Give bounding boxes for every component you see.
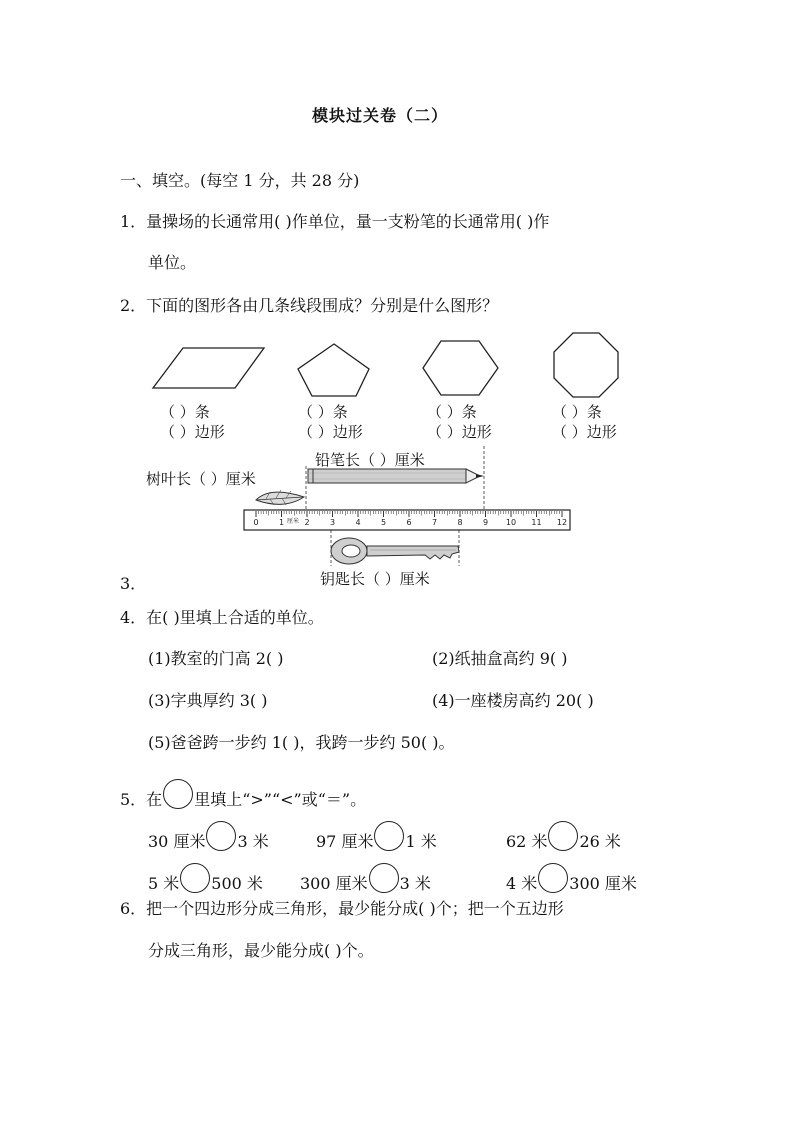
ruler-number: 5 <box>380 518 387 527</box>
ruler-number: 2 <box>304 518 310 527</box>
ruler <box>244 510 570 530</box>
shape-1-sides: （ ）条 <box>160 403 210 421</box>
compare-item-2 <box>316 821 437 852</box>
key-length-label: 钥匙长（ ）厘米 <box>320 570 430 588</box>
shape-4-name: （ ）边形 <box>552 423 617 441</box>
ruler-number: 8 <box>457 518 463 527</box>
question-6-line1: 6．把一个四边形分成三角形，最少能分成( )个；把一个五边形 <box>120 899 564 918</box>
ruler-number: 0 <box>253 518 259 527</box>
question-1-line1: 1．量操场的长通常用( )作单位，量一支粉笔的长通常用( )作 <box>120 212 550 231</box>
question-1-line2: 单位。 <box>148 253 197 272</box>
ruler-number: 7 <box>431 518 438 527</box>
answer-circle-icon[interactable] <box>369 863 399 893</box>
compare-right: 1 米 <box>405 832 437 851</box>
question-4-item-5: (5)爸爸跨一步约 1( )，我跨一步约 50( )。 <box>148 733 455 752</box>
compare-left: 4 米 <box>506 874 538 893</box>
section-heading: 一、填空。(每空 1 分，共 28 分) <box>120 171 360 190</box>
key-figure <box>331 538 459 564</box>
answer-circle-icon[interactable] <box>374 821 404 851</box>
compare-left: 300 厘米 <box>300 874 368 893</box>
shape-2-sides: （ ）条 <box>298 403 348 421</box>
ruler-number: 4 <box>355 518 361 527</box>
compare-item-1 <box>148 821 269 852</box>
answer-circle-icon[interactable] <box>180 863 210 893</box>
answer-circle-icon[interactable] <box>548 821 578 851</box>
ruler-number: 1 <box>278 518 285 527</box>
page-title: 模块过关卷（二） <box>312 106 449 125</box>
question-4-text: 4．在( )里填上合适的单位。 <box>120 608 324 627</box>
ruler-number: 6 <box>406 518 412 527</box>
shape-4-sides: （ ）条 <box>552 403 602 421</box>
shape-3-name: （ ）边形 <box>427 423 492 441</box>
question-4-item-3: (3)字典厚约 3( ) <box>148 691 268 710</box>
compare-left: 62 米 <box>506 832 548 851</box>
pentagon-shape <box>298 344 369 396</box>
ruler-number: 12 <box>556 518 568 527</box>
compare-left: 30 厘米 <box>148 832 206 851</box>
question-5-text <box>120 779 366 810</box>
octagon-shape <box>554 333 618 397</box>
pencil-figure <box>308 469 484 483</box>
leaf-figure <box>256 490 304 505</box>
compare-item-3 <box>506 821 621 852</box>
compare-item-6 <box>506 863 637 894</box>
compare-right: 3 米 <box>237 832 269 851</box>
compare-right: 3 米 <box>399 874 431 893</box>
hexagon-shape <box>423 341 498 395</box>
question-4-item-4: (4)一座楼房高约 20( ) <box>432 691 594 710</box>
question-4-item-2: (2)纸抽盒高约 9( ) <box>432 649 568 668</box>
compare-right: 26 米 <box>579 832 621 851</box>
compare-item-5 <box>300 863 431 894</box>
question-5-suffix: 里填上“>”“<”或“＝”。 <box>194 790 367 809</box>
leaf-length-label: 树叶长（ ）厘米 <box>146 470 256 488</box>
ruler-number: 10 <box>505 518 517 527</box>
compare-left: 5 米 <box>148 874 180 893</box>
answer-circle-icon[interactable] <box>206 821 236 851</box>
answer-circle-icon[interactable] <box>538 863 568 893</box>
shape-2-name: （ ）边形 <box>298 423 363 441</box>
ruler-number: 11 <box>531 518 542 527</box>
shape-3-sides: （ ）条 <box>427 403 477 421</box>
parallelogram-shape <box>153 348 264 388</box>
compare-left: 97 厘米 <box>316 832 374 851</box>
question-3-number: 3． <box>120 574 147 593</box>
pencil-length-label: 铅笔长（ ）厘米 <box>315 451 425 469</box>
compare-right: 300 厘米 <box>569 874 637 893</box>
ruler-unit-label: 厘米 <box>287 518 300 525</box>
ruler-number: 3 <box>329 518 336 527</box>
answer-circle-icon <box>163 779 193 809</box>
question-2-text: 2．下面的图形各由几条线段围成？分别是什么图形？ <box>120 296 499 315</box>
question-4-item-1: (1)教室的门高 2( ) <box>148 649 284 668</box>
question-5-prefix: 5．在 <box>120 790 163 809</box>
compare-right: 500 米 <box>211 874 263 893</box>
shape-1-name: （ ）边形 <box>160 423 225 441</box>
question-6-line2: 分成三角形，最少能分成( )个。 <box>148 941 374 960</box>
ruler-number: 9 <box>482 518 489 527</box>
compare-item-4 <box>148 863 263 894</box>
